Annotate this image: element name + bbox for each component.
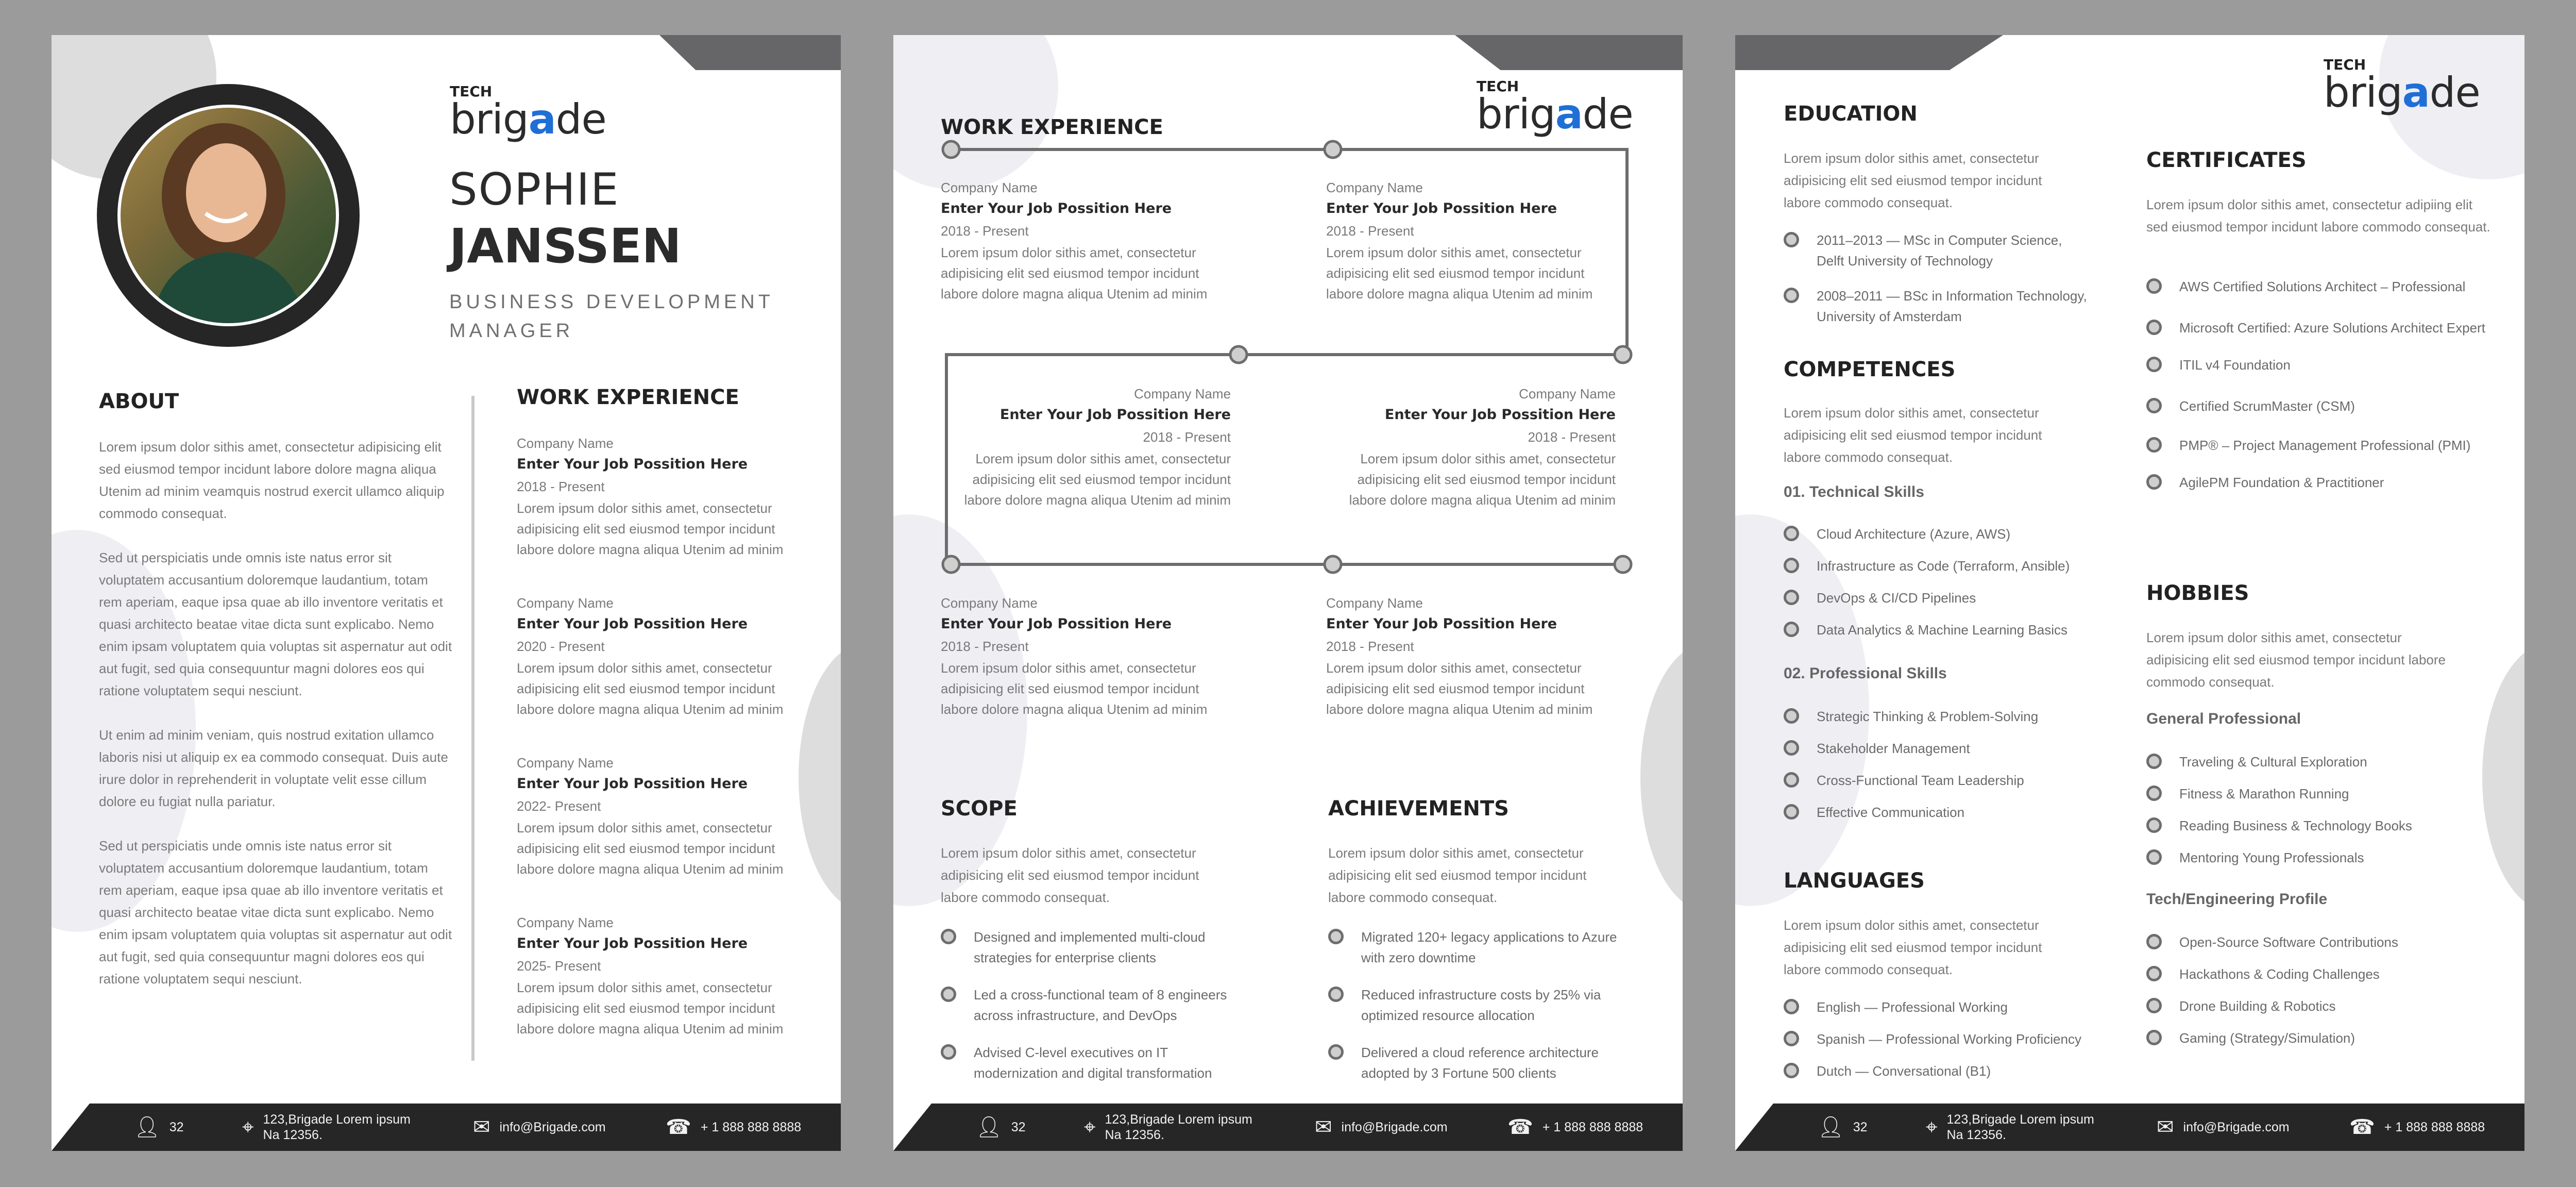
competences-intro: Lorem ipsum dolor sithis amet, consectetur adipisicing elit sed eiusmod tempor incidunt labore commodo consequat. [1784, 405, 2042, 465]
about-paragraph: Lorem ipsum dolor sithis amet, consectetur adipisicing elit sed eiusmod tempor incidunt labore dolore magna aliqua Utenim ad minim veamquis nostrud exercit ullamco aliquip commodo consequat. [99, 439, 445, 521]
list-item [1784, 524, 2113, 544]
bullet-dot-icon [2146, 474, 2162, 490]
job-title: Enter Your Job Possition Here [517, 935, 748, 951]
job-date: 2018 - Present [1143, 429, 1231, 445]
work-experience-heading: WORK EXPERIENCE [941, 115, 1163, 139]
bullet-dot-icon [1784, 772, 1799, 788]
location-pin-icon: ⌖ [242, 1116, 254, 1139]
footer-address [1926, 1104, 2094, 1151]
list-item [941, 927, 1250, 968]
education-intro: Lorem ipsum dolor sithis amet, consectetur adipisicing elit sed eiusmod tempor incidunt labore commodo consequat. [1784, 151, 2042, 210]
list-item-text: AgilePM Foundation & Practitioner [2179, 475, 2384, 490]
bullet-dot-icon [941, 1044, 956, 1060]
about-text [99, 436, 454, 990]
footer-age-value: 32 [1011, 1119, 1026, 1134]
timeline-connector [893, 35, 1683, 654]
list-item [1784, 1061, 2113, 1081]
footer-address [242, 1104, 411, 1151]
education-heading: EDUCATION [1784, 102, 1918, 126]
about-paragraph: Sed ut perspiciatis unde omnis iste natus error sit voluptatem accusantium doloremque laudantium, totam rem aperiam, eaque ipsa quae ab illo inventore veritatis et quasi architecto beatae vitae dicta sunt explicabo. Nemo enim ipsam voluptatem quia voluptas sit aspernatur aut odit aut fugit, sed quia consequuntur magni dolores eos qui ratione voluptatem sequi nesciunt. [99, 550, 452, 698]
logo-name-mark: a [1555, 90, 1583, 138]
bullet-dot-icon [1784, 1063, 1799, 1078]
bullet-dot-icon [2146, 278, 2162, 294]
location-pin-icon: ⌖ [1084, 1116, 1096, 1139]
footer-address-line2: Na 12356. [1946, 1128, 2006, 1142]
languages-intro: Lorem ipsum dolor sithis amet, consectetur adipisicing elit sed eiusmod tempor incidunt labore commodo consequat. [1784, 917, 2042, 977]
bullet-dot-icon [1328, 1044, 1344, 1060]
list-item [1784, 620, 2113, 640]
achievements-intro: Lorem ipsum dolor sithis amet, consectetur adipisicing elit sed eiusmod tempor incidunt labore commodo consequat. [1328, 845, 1587, 905]
footer-phone-value[interactable]: + 1 888 888 8888 [2384, 1119, 2485, 1134]
footer-phone[interactable] [1507, 1104, 1643, 1151]
job-description: Lorem ipsum dolor sithis amet, consectetur adipisicing elit sed eiusmod tempor incidunt labore dolore magna aliqua Utenim ad minim [1326, 660, 1593, 717]
job-entry [1326, 177, 1615, 304]
list-item [2146, 751, 2497, 772]
job-title: Enter Your Job Possition Here [941, 616, 1172, 632]
bullet-dot-icon [2146, 754, 2162, 769]
column-divider [471, 396, 474, 1061]
list-item [2146, 847, 2497, 868]
phone-icon: ☎ [1507, 1116, 1533, 1139]
list-item [2146, 964, 2497, 984]
envelope-icon: ✉ [1315, 1116, 1332, 1139]
list-item [2146, 396, 2497, 416]
list-item-text: Fitness & Marathon Running [2179, 786, 2349, 801]
list-item [1784, 556, 2113, 576]
job-description: Lorem ipsum dolor sithis amet, consectetur adipisicing elit sed eiusmod tempor incidunt labore dolore magna aliqua Utenim ad minim [941, 245, 1208, 302]
footer-phone-value[interactable]: + 1 888 888 8888 [1542, 1119, 1643, 1134]
bullet-dot-icon [1784, 288, 1799, 303]
bullet-dot-icon [1784, 622, 1799, 637]
role-line-1: BUSINESS DEVELOPMENT [449, 291, 774, 313]
footer-address-line1: 123,Brigade Lorem ipsum [1105, 1112, 1252, 1127]
list-item [1784, 770, 2113, 791]
list-item [2146, 276, 2497, 297]
list-item [2146, 472, 2497, 493]
resume-page-1 [52, 35, 841, 1151]
job-date: 2018 - Present [517, 479, 605, 494]
job-description: Lorem ipsum dolor sithis amet, consectetur adipisicing elit sed eiusmod tempor incidunt labore dolore magna aliqua Utenim ad minim [517, 820, 784, 877]
job-entry [941, 593, 1229, 720]
bullet-dot-icon [1784, 232, 1799, 247]
list-item [941, 1042, 1250, 1083]
corner-tab [1735, 35, 2003, 70]
job-title: Enter Your Job Possition Here [999, 407, 1231, 423]
list-item-text: Advised C-level executives on IT modernization and digital transformation [974, 1045, 1212, 1081]
list-item [1784, 1029, 2113, 1049]
last-name: JANSSEN [449, 219, 682, 274]
job-title: Enter Your Job Possition Here [1384, 407, 1616, 423]
bullet-dot-icon [2146, 357, 2162, 372]
job-company: Company Name [517, 915, 614, 930]
logo-name-part1: brig [1477, 90, 1555, 138]
technical-skills-list [1784, 524, 2113, 640]
job-company: Company Name [941, 180, 1038, 195]
logo-name-part1: brig [450, 95, 529, 143]
list-item [1784, 286, 2093, 327]
footer-wedge [52, 1104, 90, 1151]
list-item-text: Designed and implemented multi-cloud strategies for enterprise clients [974, 929, 1206, 965]
footer-phone-value[interactable]: + 1 888 888 8888 [700, 1119, 802, 1134]
list-item-text: Strategic Thinking & Problem-Solving [1817, 709, 2039, 724]
list-item [941, 984, 1250, 1026]
phone-icon: ☎ [666, 1116, 691, 1139]
list-item [2146, 815, 2497, 836]
contact-footer [52, 1104, 841, 1151]
scope-intro: Lorem ipsum dolor sithis amet, consectetur adipisicing elit sed eiusmod tempor incidunt labore commodo consequat. [941, 845, 1199, 905]
corner-tab [659, 35, 841, 70]
list-item-text: Delivered a cloud reference architecture adopted by 3 Fortune 500 clients [1361, 1045, 1599, 1081]
bullet-dot-icon [1328, 929, 1344, 944]
list-item-text: Traveling & Cultural Exploration [2179, 754, 2367, 770]
footer-phone[interactable] [2349, 1104, 2485, 1151]
job-title: Enter Your Job Possition Here [941, 200, 1172, 216]
job-date: 2025- Present [517, 958, 601, 974]
footer-phone[interactable] [666, 1104, 801, 1151]
list-item-text: Infrastructure as Code (Terraform, Ansible) [1817, 558, 2070, 574]
phone-icon: ☎ [2349, 1116, 2375, 1139]
list-item [1784, 738, 2113, 759]
decor-circle [1640, 643, 1683, 911]
footer-email[interactable] [473, 1104, 606, 1151]
bullet-dot-icon [941, 929, 956, 944]
list-item [2146, 317, 2497, 338]
list-item [1784, 997, 2113, 1017]
logo-tech-text: TECH [450, 83, 493, 100]
achievements-heading: ACHIEVEMENTS [1328, 797, 1509, 821]
footer-email-value[interactable]: info@Brigade.com [1341, 1119, 1448, 1134]
list-item-text: Microsoft Certified: Azure Solutions Architect Expert [2179, 320, 2485, 336]
list-item-text: Dutch — Conversational (B1) [1817, 1063, 1991, 1079]
footer-age-value: 32 [1853, 1119, 1868, 1134]
job-company: Company Name [1134, 386, 1231, 402]
bullet-dot-icon [2146, 849, 2162, 865]
footer-address-line2: Na 12356. [263, 1128, 323, 1142]
list-item-text: Certified ScrumMaster (CSM) [2179, 398, 2355, 414]
envelope-icon: ✉ [2157, 1116, 2174, 1139]
timeline-node [943, 556, 959, 573]
job-description: Lorem ipsum dolor sithis amet, consectetur adipisicing elit sed eiusmod tempor incidunt labore dolore magna aliqua Utenim ad minim [517, 500, 784, 557]
list-item-text: Spanish — Professional Working Proficiency [1817, 1031, 2081, 1047]
competences-heading: COMPETENCES [1784, 358, 1956, 381]
job-description: Lorem ipsum dolor sithis amet, consectetur adipisicing elit sed eiusmod tempor incidunt labore dolore magna aliqua Utenim ad minim [517, 660, 784, 717]
list-item [1328, 1042, 1637, 1083]
job-date: 2018 - Present [1326, 223, 1414, 239]
job-company: Company Name [941, 595, 1038, 611]
brand-logo [2324, 56, 2480, 116]
bullet-dot-icon [2146, 437, 2162, 453]
list-item [1328, 927, 1637, 968]
job-entry [941, 177, 1229, 304]
job-entry [942, 383, 1231, 510]
list-item-text: Cloud Architecture (Azure, AWS) [1817, 526, 2011, 542]
footer-age [134, 1104, 184, 1151]
education-list [1784, 230, 2093, 327]
languages-heading: LANGUAGES [1784, 869, 1925, 893]
timeline-node [1325, 556, 1341, 573]
hobbies-heading: HOBBIES [2146, 581, 2249, 605]
timeline-node [943, 141, 959, 158]
bullet-dot-icon [1784, 1031, 1799, 1046]
list-item-text: Cross-Functional Team Leadership [1817, 773, 2024, 788]
person-icon: 👤︎ [976, 1116, 1002, 1139]
job-entry [1327, 383, 1616, 510]
job-title: Enter Your Job Possition Here [1326, 200, 1557, 216]
footer-address-line1: 123,Brigade Lorem ipsum [263, 1112, 411, 1127]
footer-email[interactable] [2157, 1104, 2290, 1151]
logo-name-part2: de [2429, 69, 2480, 116]
list-item-text: Data Analytics & Machine Learning Basics [1817, 622, 2068, 638]
bullet-dot-icon [2146, 966, 2162, 981]
logo-tech-text: TECH [2324, 56, 2366, 73]
about-paragraph: Ut enim ad minim veniam, quis nostrud exitation ullamco laboris nisi ut aliquip ex ea commodo consequat. Duis aute irure dolor in reprehenderit in voluptate velit esse cillum dolore eu fugiat nulla pariatur. [99, 727, 448, 809]
job-company: Company Name [1326, 595, 1423, 611]
bullet-dot-icon [1784, 526, 1799, 541]
about-heading: ABOUT [99, 390, 179, 413]
bullet-dot-icon [1784, 740, 1799, 756]
person-icon: 👤︎ [134, 1116, 160, 1139]
timeline-node [1615, 346, 1631, 363]
job-date: 2022- Present [517, 798, 601, 814]
about-paragraph: Sed ut perspiciatis unde omnis iste natus error sit voluptatem accusantium doloremque laudantium, totam rem aperiam, eaque ipsa quae ab illo inventore veritatis et quasi architecto beatae vitae dicta sunt explicabo. Nemo enim ipsam voluptatem quia voluptas sit aspernatur aut odit aut fugit, sed quia consequuntur magni dolores eos qui ratione voluptatem sequi nesciunt. [99, 838, 452, 987]
footer-age-value: 32 [169, 1119, 184, 1134]
bullet-dot-icon [2146, 1030, 2162, 1045]
job-date: 2020 - Present [517, 639, 605, 654]
professional-skills-list [1784, 706, 2113, 823]
languages-list [1784, 997, 2113, 1081]
footer-address [1084, 1104, 1252, 1151]
role-line-2: MANAGER [449, 320, 574, 342]
achievements-list [1328, 927, 1637, 1083]
timeline-node [1230, 346, 1247, 363]
job-title: Enter Your Job Possition Here [517, 456, 748, 472]
work-experience-heading: WORK EXPERIENCE [517, 386, 739, 409]
list-item-text: Reading Business & Technology Books [2179, 818, 2412, 833]
bullet-dot-icon [1784, 590, 1799, 605]
footer-email-value[interactable]: info@Brigade.com [2183, 1119, 2290, 1134]
job-title: Enter Your Job Possition Here [517, 776, 748, 792]
list-item [1784, 802, 2113, 823]
list-item-text: AWS Certified Solutions Architect – Professional [2179, 279, 2466, 294]
list-item [1784, 588, 2113, 608]
list-item [2146, 996, 2497, 1016]
logo-name-part2: de [555, 95, 606, 143]
resume-page-2 [893, 35, 1683, 1151]
job-description: Lorem ipsum dolor sithis amet, consectetur adipisicing elit sed eiusmod tempor incidunt labore dolore magna aliqua Utenim ad minim [941, 660, 1208, 717]
general-hobbies-heading: General Professional [2146, 710, 2301, 727]
job-entry [1326, 593, 1615, 720]
list-item [2146, 1028, 2497, 1048]
list-item-text: Migrated 120+ legacy applications to Azure with zero downtime [1361, 929, 1617, 965]
footer-address-line2: Na 12356. [1105, 1128, 1164, 1142]
list-item-text: Hackathons & Coding Challenges [2179, 966, 2380, 982]
list-item-text: DevOps & CI/CD Pipelines [1817, 590, 1976, 606]
footer-age [1818, 1104, 1868, 1151]
general-hobbies-list [2146, 751, 2497, 868]
job-date: 2018 - Present [1326, 639, 1414, 654]
list-item-text: Reduced infrastructure costs by 25% via optimized resource allocation [1361, 987, 1601, 1023]
list-item-text: English — Professional Working [1817, 999, 2008, 1015]
job-date: 2018 - Present [941, 223, 1029, 239]
list-item-text: Led a cross-functional team of 8 engineers across infrastructure, and DevOps [974, 987, 1227, 1023]
resume-page-3 [1735, 35, 2524, 1151]
bullet-dot-icon [2146, 817, 2162, 833]
list-item-text: Mentoring Young Professionals [2179, 850, 2364, 865]
scope-heading: SCOPE [941, 797, 1018, 821]
list-item [2146, 435, 2497, 456]
list-item [1784, 706, 2113, 727]
tech-hobbies-heading: Tech/Engineering Profile [2146, 891, 2328, 908]
logo-name-part2: de [1582, 90, 1633, 138]
scope-list [941, 927, 1250, 1083]
list-item-text: Stakeholder Management [1817, 741, 1970, 756]
list-item [1328, 984, 1637, 1026]
brand-logo [450, 83, 606, 143]
job-description: Lorem ipsum dolor sithis amet, consectetur adipisicing elit sed eiusmod tempor incidunt labore dolore magna aliqua Utenim ad minim [1326, 245, 1593, 302]
person-icon: 👤︎ [1818, 1116, 1844, 1139]
bullet-dot-icon [1784, 558, 1799, 573]
list-item-text: Gaming (Strategy/Simulation) [2179, 1030, 2355, 1046]
logo-name-mark: a [528, 95, 556, 143]
list-item-text: PMP® – Project Management Professional (PMI) [2179, 438, 2471, 453]
job-title: Enter Your Job Possition Here [517, 616, 748, 632]
contact-footer [893, 1104, 1683, 1151]
bullet-dot-icon [1784, 999, 1799, 1014]
envelope-icon: ✉ [473, 1116, 490, 1139]
bullet-dot-icon [2146, 998, 2162, 1013]
job-entry [517, 593, 805, 720]
footer-address-line1: 123,Brigade Lorem ipsum [1946, 1112, 2094, 1127]
first-name: SOPHIE [449, 164, 620, 215]
job-description: Lorem ipsum dolor sithis amet, consectetur adipisicing elit sed eiusmod tempor incidunt labore dolore magna aliqua Utenim ad minim [964, 451, 1231, 508]
list-item-text: ITIL v4 Foundation [2179, 357, 2291, 373]
logo-name-part1: brig [2324, 69, 2402, 116]
tech-hobbies-list [2146, 932, 2497, 1048]
portrait-image [121, 108, 336, 323]
job-date: 2018 - Present [1528, 429, 1616, 445]
certificates-heading: CERTIFICATES [2146, 148, 2307, 172]
job-entry [517, 912, 805, 1039]
professional-skills-heading: 02. Professional Skills [1784, 665, 1947, 682]
timeline-node [1325, 141, 1341, 158]
list-item [2146, 932, 2497, 952]
bullet-dot-icon [2146, 934, 2162, 949]
bullet-dot-icon [2146, 320, 2162, 335]
job-company: Company Name [1519, 386, 1616, 402]
list-item-text: Open-Source Software Contributions [2179, 934, 2398, 950]
list-item [2146, 355, 2497, 375]
list-item-text: 2011–2013 — MSc in Computer Science, Delft University of Technology [1817, 232, 2062, 269]
bullet-dot-icon [941, 987, 956, 1002]
footer-age [976, 1104, 1026, 1151]
timeline-node [1615, 556, 1631, 573]
job-company: Company Name [517, 595, 614, 611]
logo-name-mark: a [2402, 69, 2430, 116]
location-pin-icon: ⌖ [1926, 1116, 1938, 1139]
footer-email[interactable] [1315, 1104, 1448, 1151]
profile-photo [97, 84, 360, 347]
certificates-list [2146, 276, 2497, 493]
technical-skills-heading: 01. Technical Skills [1784, 483, 1924, 500]
logo-tech-text: TECH [1477, 78, 1519, 95]
job-description: Lorem ipsum dolor sithis amet, consectetur adipisicing elit sed eiusmod tempor incidunt labore dolore magna aliqua Utenim ad minim [517, 980, 784, 1036]
job-entry [517, 433, 805, 560]
list-item [2146, 783, 2497, 804]
job-company: Company Name [517, 436, 614, 451]
list-item-text: 2008–2011 — BSc in Information Technology, University of Amsterdam [1817, 288, 2087, 324]
footer-wedge [1735, 1104, 1773, 1151]
contact-footer [1735, 1104, 2524, 1151]
job-company: Company Name [517, 755, 614, 771]
list-item [1784, 230, 2093, 271]
bullet-dot-icon [2146, 398, 2162, 413]
footer-email-value[interactable]: info@Brigade.com [499, 1119, 606, 1134]
certificates-intro: Lorem ipsum dolor sithis amet, consectetur adipiing elit sed eiusmod tempor incidunt labore commodo consequat. [2146, 197, 2490, 235]
job-title: Enter Your Job Possition Here [1326, 616, 1557, 632]
hobbies-intro: Lorem ipsum dolor sithis amet, consectetur adipisicing elit sed eiusmod tempor incidunt labore commodo consequat. [2146, 630, 2446, 690]
bullet-dot-icon [2146, 785, 2162, 801]
job-description: Lorem ipsum dolor sithis amet, consectetur adipisicing elit sed eiusmod tempor incidunt labore dolore magna aliqua Utenim ad minim [1349, 451, 1616, 508]
bullet-dot-icon [1328, 987, 1344, 1002]
footer-wedge [893, 1104, 931, 1151]
bullet-dot-icon [1784, 804, 1799, 820]
bullet-dot-icon [1784, 708, 1799, 724]
list-item-text: Drone Building & Robotics [2179, 998, 2336, 1014]
job-entry [517, 753, 805, 879]
job-company: Company Name [1326, 180, 1423, 195]
list-item-text: Effective Communication [1817, 805, 1965, 820]
job-date: 2018 - Present [941, 639, 1029, 654]
